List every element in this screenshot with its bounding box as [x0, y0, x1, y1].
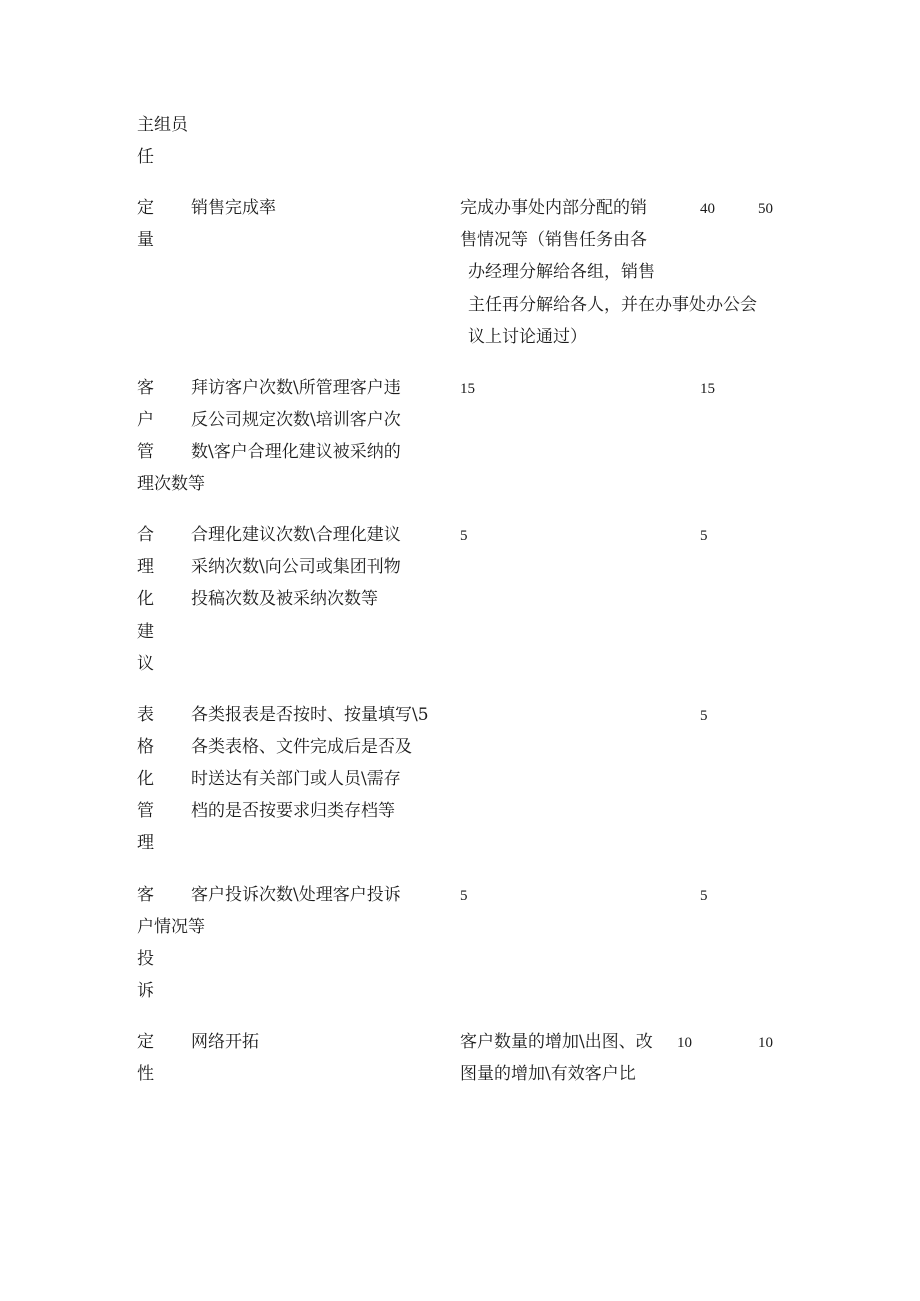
row-item-line: 客户投诉次数\处理客户投诉 [191, 885, 401, 905]
row-description-line: 完成办事处内部分配的销 [460, 198, 647, 218]
row-score-a: 10 [677, 1035, 692, 1051]
row-category-char: 客 [137, 885, 154, 905]
row-item-line: 反公司规定次数\培训客户次 [191, 410, 401, 430]
row-category-char: 理 [137, 557, 154, 577]
row-item-line: 投稿次数及被采纳次数等 [191, 589, 378, 609]
row-score-b: 50 [758, 201, 773, 217]
row-category-char: 量 [137, 230, 154, 250]
row-category-char: 定 [137, 1032, 154, 1052]
row-score-a: 40 [700, 201, 715, 217]
row-item-line: 时送达有关部门或人员\需存 [191, 769, 401, 789]
header-fragment-line2: 任 [137, 147, 154, 167]
row-item-line: 拜访客户次数\所管理客户违 [191, 378, 401, 398]
row-score-b: 5 [700, 528, 708, 544]
row-category-char: 表 [137, 705, 154, 725]
row-item-line: 档的是否按要求归类存档等 [191, 801, 395, 821]
row-score-a: 5 [460, 888, 468, 904]
row-item-line: 采纳次数\向公司或集团刊物 [191, 557, 401, 577]
row-category-char: 化 [137, 589, 154, 609]
row-category-char: 诉 [137, 981, 154, 1001]
header-fragment-line1: 主组员 [137, 115, 188, 135]
row-description-line: 图量的增加\有效客户比 [460, 1064, 636, 1084]
row-description-line: 主任再分解给各人，并在办事处办公会 [468, 295, 757, 315]
row-description-line: 办经理分解给各组，销售 [468, 262, 655, 282]
row-category-char: 议 [137, 654, 154, 674]
row-category-char: 管 [137, 801, 154, 821]
row-category-char: 化 [137, 769, 154, 789]
row-category-char: 投 [137, 949, 154, 969]
row-score-b: 5 [700, 888, 708, 904]
row-category-char: 格 [137, 737, 154, 757]
row-category-char: 管 [137, 442, 154, 462]
row-score-b: 10 [758, 1035, 773, 1051]
row-score-b: 15 [700, 381, 715, 397]
row-item-line: 网络开拓 [191, 1032, 259, 1052]
row-category-char: 客 [137, 378, 154, 398]
row-score-a: 5 [460, 528, 468, 544]
row-item-line: 数\客户合理化建议被采纳的 [191, 442, 401, 462]
row-item-tail: 理次数等 [137, 474, 205, 494]
row-item-line: 合理化建议次数\合理化建议 [191, 525, 401, 545]
row-category-char: 理 [137, 833, 154, 853]
row-category-char: 定 [137, 198, 154, 218]
row-item-tail: 户情况等 [137, 917, 205, 937]
row-category-char: 户 [137, 410, 154, 430]
row-description-line: 议上讨论通过） [468, 327, 587, 347]
row-description-line: 售情况等（销售任务由各 [460, 230, 647, 250]
row-category-char: 合 [137, 525, 154, 545]
row-item-line: 销售完成率 [191, 198, 276, 218]
row-description-line: 客户数量的增加\出图、改 [460, 1032, 653, 1052]
row-score-a: 15 [460, 381, 475, 397]
row-item-line: 各类表格、文件完成后是否及 [191, 737, 412, 757]
row-score-b: 5 [700, 708, 708, 724]
row-category-char: 建 [137, 622, 154, 642]
row-item-line: 各类报表是否按时、按量填写\5 [191, 705, 429, 725]
row-category-char: 性 [137, 1064, 154, 1084]
